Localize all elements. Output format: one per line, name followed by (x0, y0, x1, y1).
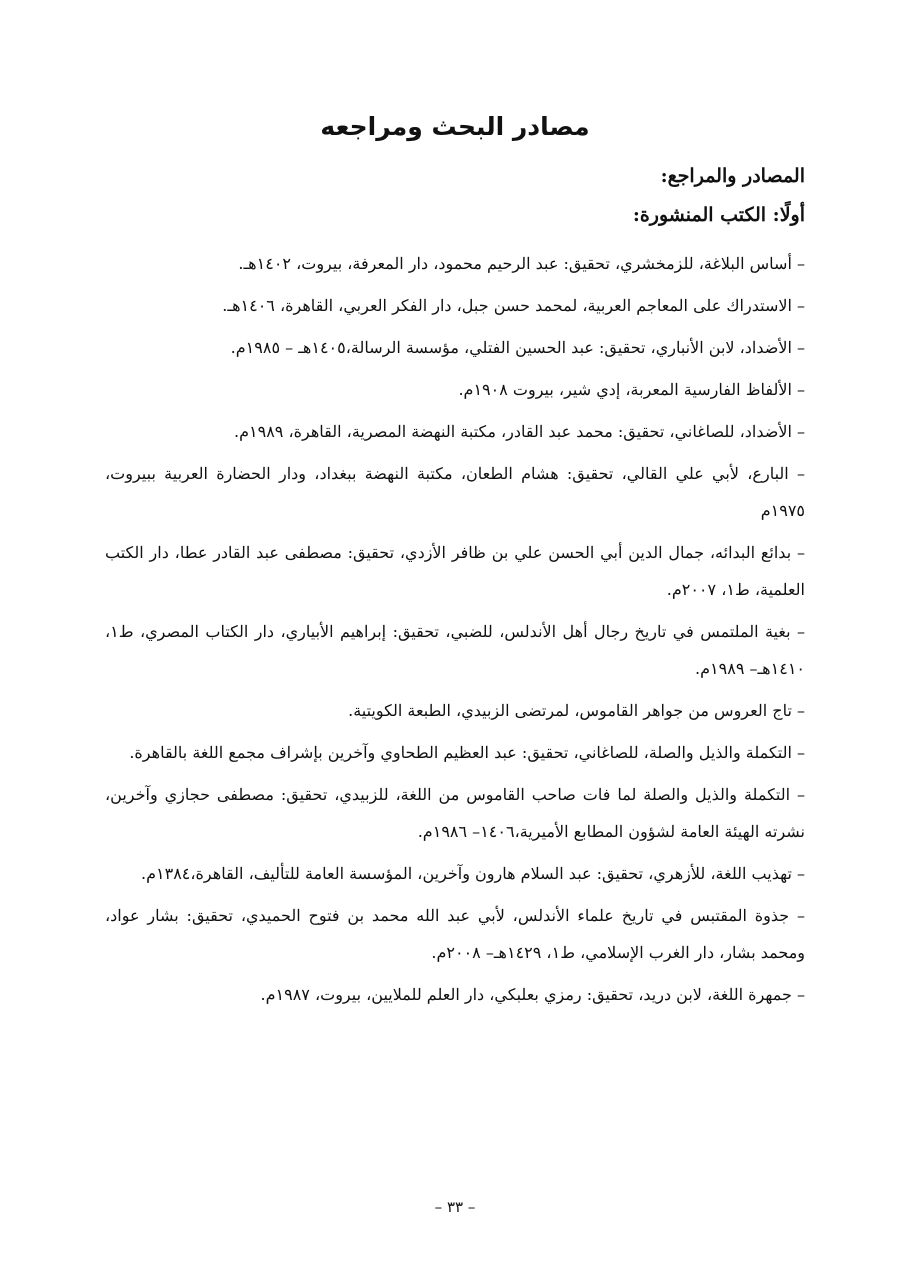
reference-item: – جذوة المقتبس في تاريخ علماء الأندلس، لأبي عبد الله محمد بن فتوح الحميدي، تحقيق: بشار عواد، ومحمد بشار، دار الغرب الإسلامي، ط١، ١٤٢٩هـ– ٢٠٠٨م. (105, 906, 805, 962)
reference-list (105, 245, 805, 1018)
reference-item: – التكملة والذيل والصلة، للصاغاني، تحقيق: عبد العظيم الطحاوي وآخرين بإشراف مجمع اللغة بالقاهرة. (129, 743, 805, 762)
reference-item: – بدائع البدائه، جمال الدين أبي الحسن علي بن ظافر الأزدي، تحقيق: مصطفى عبد القادر عطا، دار الكتب العلمية، ط١، ٢٠٠٧م. (105, 543, 805, 599)
reference-item: – الألفاظ الفارسية المعربة، إدي شير، بيروت ١٩٠٨م. (458, 380, 805, 399)
reference-item: – البارع، لأبي علي القالي، تحقيق: هشام الطعان، مكتبة النهضة ببغداد، ودار الحضارة العربية ببيروت، ١٩٧٥م (105, 464, 805, 520)
page-number: – ٣٣ – (434, 1198, 476, 1216)
reference-item: – الأضداد، للصاغاني، تحقيق: محمد عبد القادر، مكتبة النهضة المصرية، القاهرة، ١٩٨٩م. (234, 422, 805, 441)
reference-item: – أساس البلاغة، للزمخشري، تحقيق: عبد الرحيم محمود، دار المعرفة، بيروت، ١٤٠٢هـ. (238, 254, 805, 273)
reference-item: – بغية الملتمس في تاريخ رجال أهل الأندلس، للضبي، تحقيق: إبراهيم الأبياري، دار الكتاب المصري، ط١، ١٤١٠هـ– ١٩٨٩م. (105, 622, 805, 678)
reference-item: – الأضداد، لابن الأنباري، تحقيق: عبد الحسين الفتلي، مؤسسة الرسالة،١٤٠٥هـ – ١٩٨٥م. (230, 338, 805, 357)
document-page (105, 0, 805, 1287)
reference-item: – تاج العروس من جواهر القاموس، لمرتضى الزبيدي، الطبعة الكويتية. (348, 701, 805, 720)
section-heading: المصادر والمراجع: (660, 165, 805, 187)
reference-item: – التكملة والذيل والصلة لما فات صاحب القاموس من اللغة، للزبيدي، تحقيق: مصطفى حجازي وآخرين، نشرته الهيئة العامة لشؤون المطابع الأميرية،١٤٠٦– ١٩٨٦م. (105, 785, 805, 841)
subsection-heading: أولًا: الكتب المنشورة: (632, 204, 805, 226)
reference-item: – تهذيب اللغة، للأزهري، تحقيق: عبد السلام هارون وآخرين، المؤسسة العامة للتأليف، القاهرة،١٣٨٤م. (141, 864, 805, 883)
reference-item: – الاستدراك على المعاجم العربية، لمحمد حسن جبل، دار الفكر العربي، القاهرة، ١٤٠٦هـ. (222, 296, 805, 315)
reference-item: – جمهرة اللغة، لابن دريد، تحقيق: رمزي بعلبكي، دار العلم للملايين، بيروت، ١٩٨٧م. (260, 985, 805, 1004)
page-title: مصادر البحث ومراجعه (320, 112, 590, 141)
